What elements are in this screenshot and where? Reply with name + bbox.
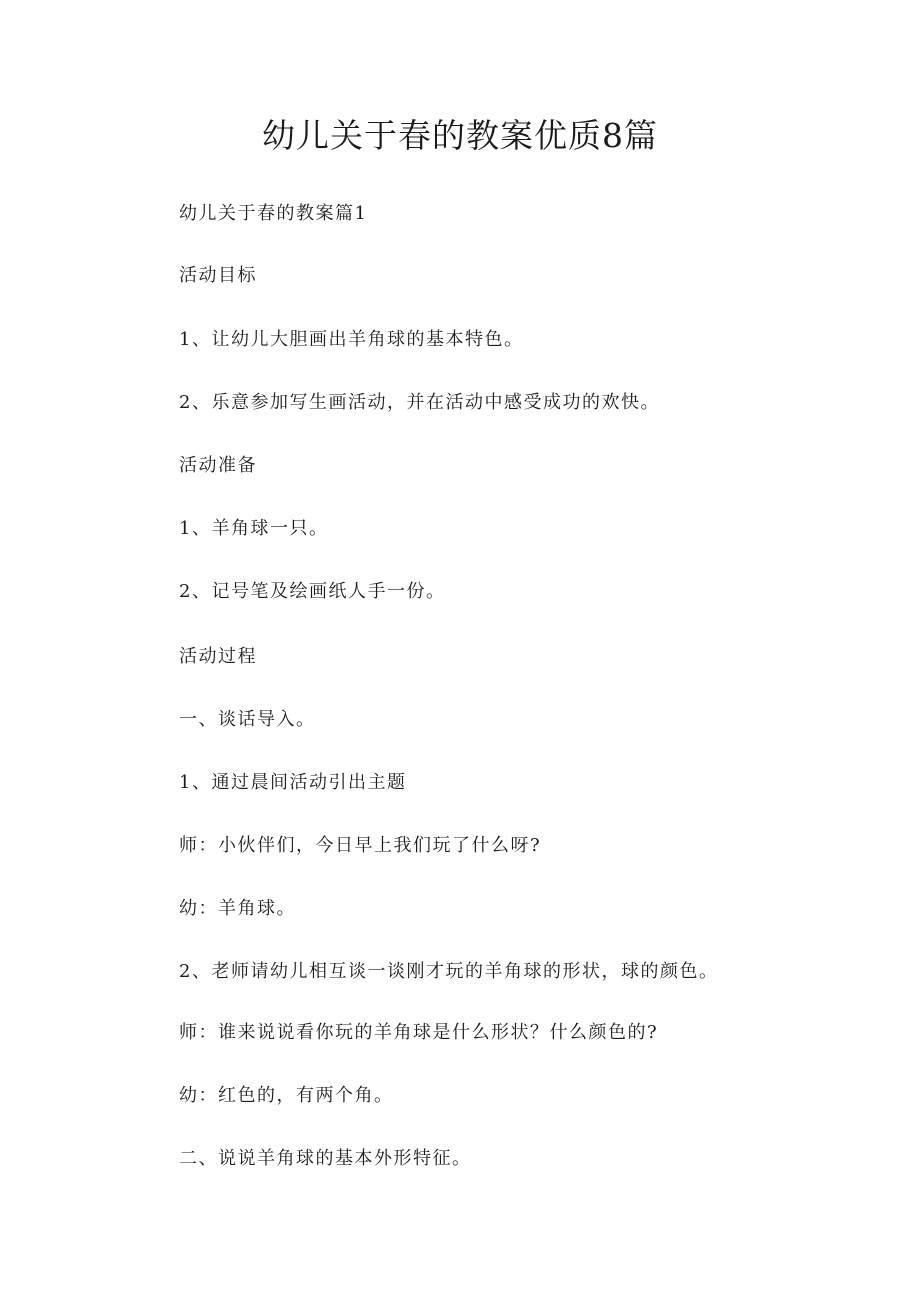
section-heading: 幼儿关于春的教案篇1 xyxy=(179,203,368,224)
paragraph: 二、说说羊角球的基本外形特征。 xyxy=(179,1148,472,1169)
paragraph: 师：谁来说说看你玩的羊角球是什么形状？什么颜色的? xyxy=(179,1022,659,1043)
paragraph: 2、乐意参加写生画活动，并在活动中感受成功的欢快。 xyxy=(179,392,660,413)
subheading: 活动目标 xyxy=(179,265,257,286)
paragraph: 1、让幼儿大胆画出羊角球的基本特色。 xyxy=(179,329,524,350)
paragraph: 师：小伙伴们，今日早上我们玩了什么呀? xyxy=(179,835,542,856)
paragraph: 2、老师请幼儿相互谈一谈刚才玩的羊角球的形状，球的颜色。 xyxy=(179,961,719,982)
paragraph: 一、谈话导入。 xyxy=(179,709,316,730)
paragraph: 幼：红色的，有两个角。 xyxy=(179,1085,394,1106)
subheading: 活动过程 xyxy=(179,646,257,667)
paragraph: 2、记号笔及绘画纸人手一份。 xyxy=(179,581,446,602)
paragraph: 幼：羊角球。 xyxy=(179,898,296,919)
paragraph: 1、羊角球一只。 xyxy=(179,518,329,539)
paragraph: 1、通过晨间活动引出主题 xyxy=(179,772,407,793)
subheading: 活动准备 xyxy=(179,455,257,476)
document-title: 幼儿关于春的教案优质8篇 xyxy=(262,116,658,155)
